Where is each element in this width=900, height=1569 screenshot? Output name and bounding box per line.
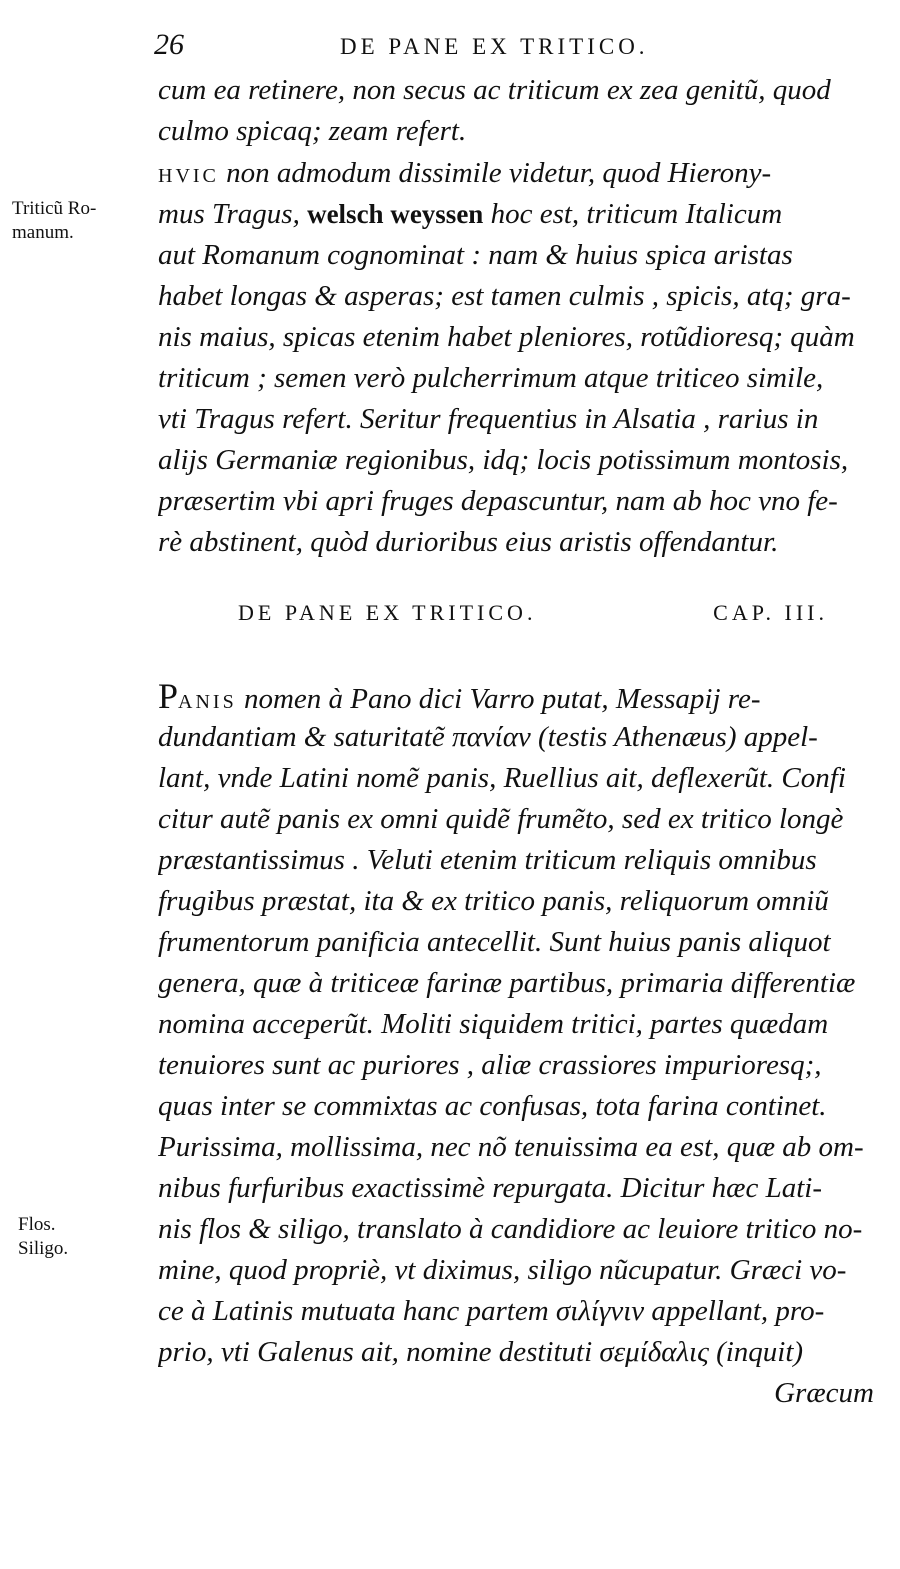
text-line: aut Romanum cognominat : nam & huius spica aristas xyxy=(158,239,793,271)
text-line: nis flos & siligo, translato à candidiore ac leuiore tritico no- xyxy=(158,1213,863,1245)
text-line: frumentorum panificia antecellit. Sunt huius panis aliquot xyxy=(158,926,831,958)
text-line: frugibus præstat, ita & ex tritico panis, reliquorum omniũ xyxy=(158,885,829,917)
text-line: genera, quæ à triticeæ farinæ partibus, primaria differentiæ xyxy=(158,967,856,999)
text-line: cum ea retinere, non secus ac triticum ex zea genitũ, quod xyxy=(158,74,831,106)
text-line: vti Tragus refert. Seritur frequentius in Alsatia , rarius in xyxy=(158,403,819,435)
margin-note-line: Siligo. xyxy=(18,1238,69,1259)
text-line: ce à Latinis mutuata hanc partem σιλίγνιν appellant, pro- xyxy=(158,1295,825,1327)
margin-note-line: Triticũ Ro- xyxy=(12,198,97,219)
text-line: prio, vti Galenus ait, nomine destituti σεμίδαλις (inquit) xyxy=(158,1336,804,1368)
text-line: culmo spicaq; zeam refert. xyxy=(158,115,467,147)
fraktur-term: welsch weyssen xyxy=(307,199,484,229)
paragraph-bread xyxy=(158,676,874,1414)
text-line xyxy=(158,676,874,717)
paragraph-continuation xyxy=(158,70,874,152)
text-line: præsertim vbi apri fruges depascuntur, nam ab hoc vno fe- xyxy=(158,485,838,517)
page-number: 26 xyxy=(154,28,184,61)
line-text: hoc est, triticum Italicum xyxy=(483,198,783,230)
paragraph-roman-wheat xyxy=(158,153,874,563)
line-text: mus Tragus, xyxy=(158,198,308,230)
catchword: Græcum xyxy=(774,1377,874,1409)
text-line: nibus furfuribus exactissimè repurgata. Dicitur hæc Lati- xyxy=(158,1172,823,1204)
running-head xyxy=(150,28,870,68)
lead-caps: HVIC xyxy=(158,165,219,187)
margin-note-line: Flos. xyxy=(18,1214,56,1235)
margin-note-flos-siligo xyxy=(18,1213,68,1261)
chapter-number: CAP. III. xyxy=(713,600,828,625)
line-text: non admodum dissimile videtur, quod Hierony- xyxy=(218,157,772,189)
text-line: Purissima, mollissima, nec nõ tenuissima ea est, quæ ab om- xyxy=(158,1131,864,1163)
text-line: præstantissimus . Veluti etenim triticum reliquis omnibus xyxy=(158,844,817,876)
initial-letter: P xyxy=(158,676,179,716)
text-line: alijs Germaniæ regionibus, idq; locis potissimum montosis, xyxy=(158,444,849,476)
chapter-title: DE PANE EX TRITICO. xyxy=(238,600,537,625)
text-line: lant, vnde Latini nomẽ panis, Ruellius ait, deflexerũt. Confi xyxy=(158,762,846,794)
text-line: rè abstinent, quòd durioribus eius aristis offendantur. xyxy=(158,526,779,558)
text-line xyxy=(158,153,874,194)
margin-note-line: manum. xyxy=(12,222,74,243)
lead-caps: ANIS xyxy=(178,691,237,713)
chapter-heading xyxy=(238,600,828,640)
running-title: DE PANE EX TRITICO. xyxy=(340,34,649,59)
text-line: mine, quod propriè, vt diximus, siligo nũcupatur. Græci vo- xyxy=(158,1254,847,1286)
margin-note-triticum-romanum xyxy=(12,197,96,245)
text-line: tenuiores sunt ac puriores , aliæ crassiores impurioresq;, xyxy=(158,1049,822,1081)
text-line: dundantiam & saturitatẽ πανίαν (testis Athenæus) appel- xyxy=(158,721,818,753)
text-line: quas inter se commixtas ac confusas, tota farina continet. xyxy=(158,1090,827,1122)
text-line xyxy=(158,194,874,235)
text-line: citur autẽ panis ex omni quidẽ frumẽto, sed ex tritico longè xyxy=(158,803,844,835)
text-line: habet longas & asperas; est tamen culmis , spicis, atq; gra- xyxy=(158,280,851,312)
line-text: nomen à Pano dici Varro putat, Messapij re- xyxy=(236,683,761,715)
text-line: triticum ; semen verò pulcherrimum atque triticeo simile, xyxy=(158,362,824,394)
text-line: nis maius, spicas etenim habet pleniores, rotũdioresq; quàm xyxy=(158,321,855,353)
text-line: nomina acceperũt. Moliti siquidem tritici, partes quædam xyxy=(158,1008,829,1040)
